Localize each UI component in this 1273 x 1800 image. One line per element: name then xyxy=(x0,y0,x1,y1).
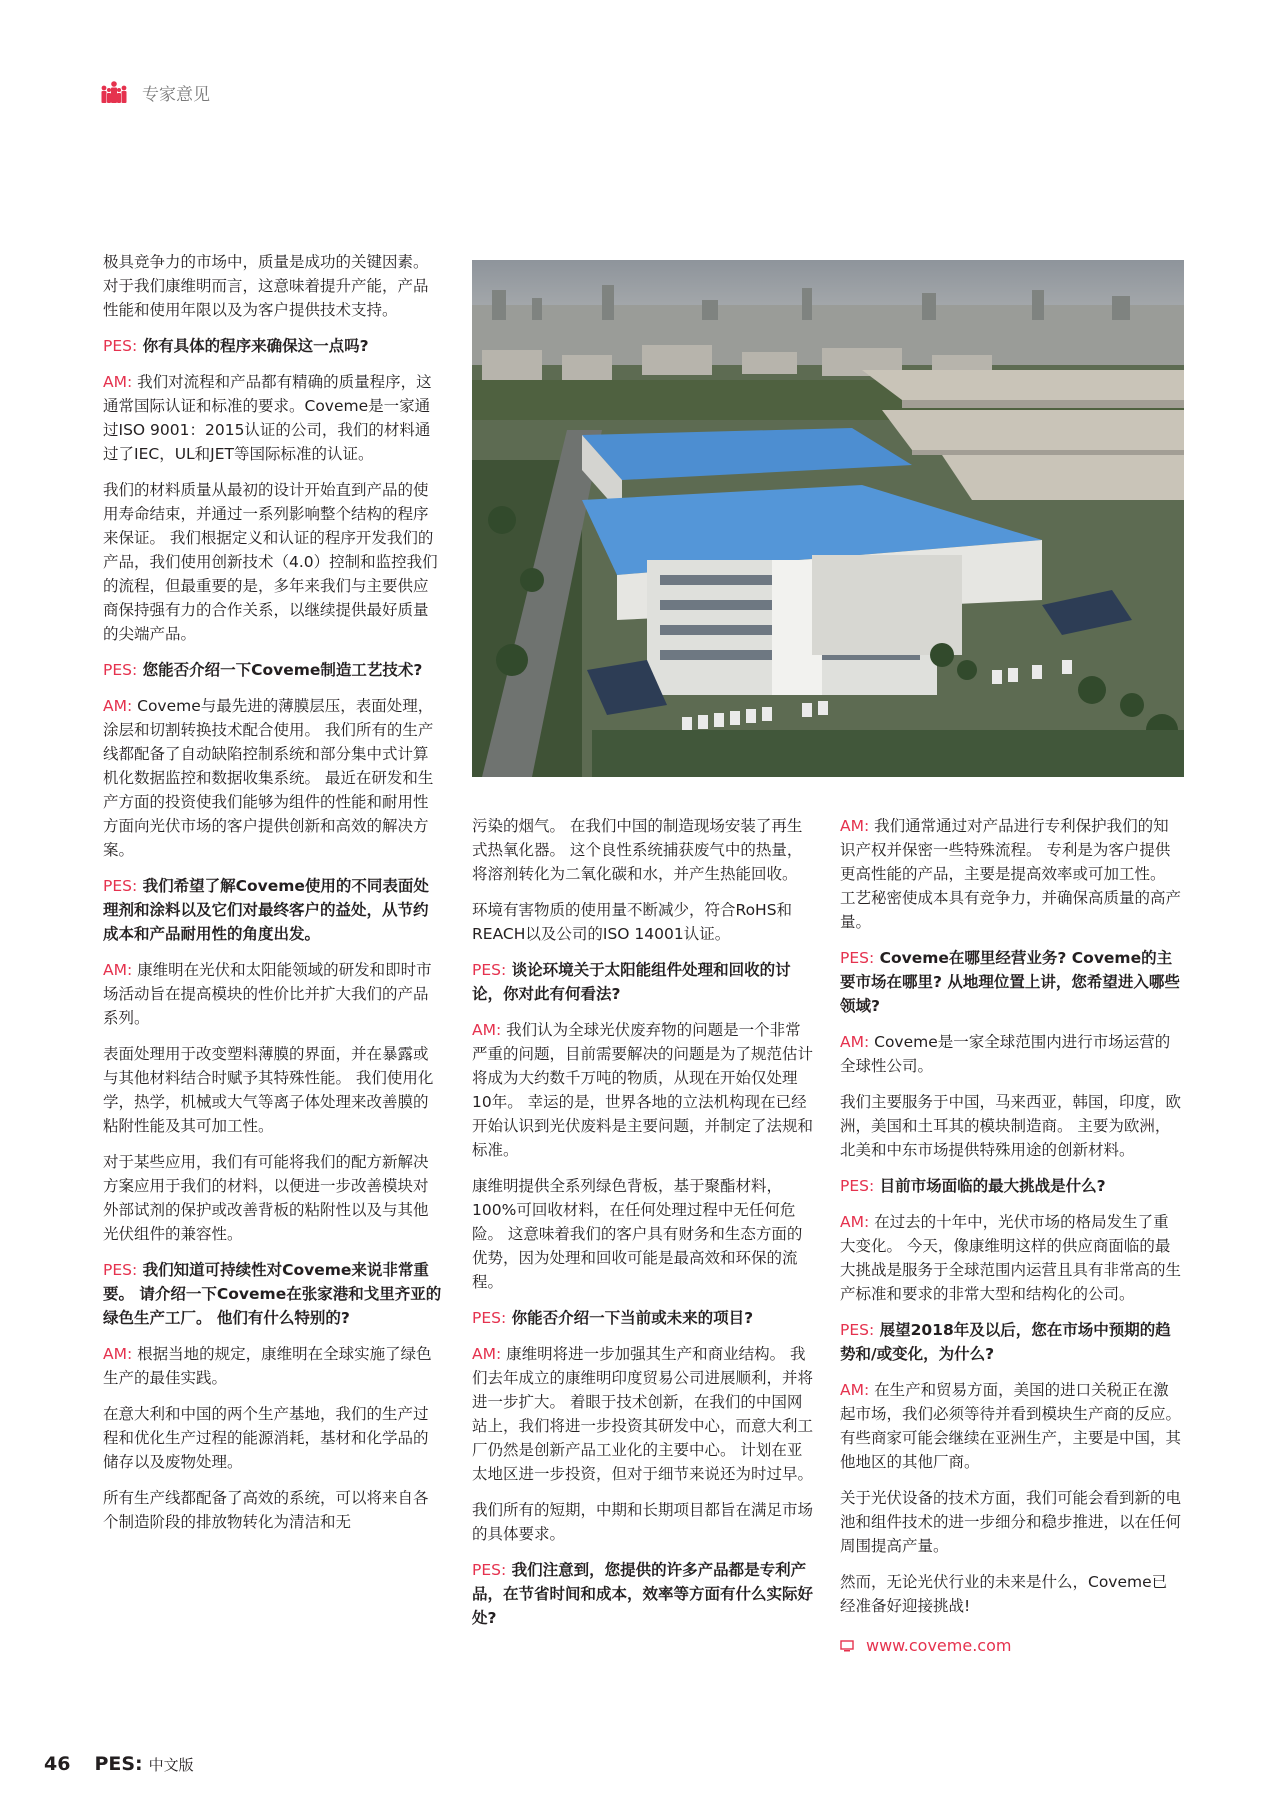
question-tag: PES: xyxy=(103,1261,138,1279)
question-text: 目前市场面临的最大挑战是什么? xyxy=(874,1177,1106,1195)
answer-tag: AM: xyxy=(472,1345,502,1363)
paragraph: 我们所有的短期，中期和长期项目都旨在满足市场的具体要求。 xyxy=(472,1501,814,1543)
answer-tag: AM: xyxy=(103,373,133,391)
magazine-name: PES: xyxy=(94,1753,143,1775)
paragraph: 康维明提供全系列绿色背板，基于聚酯材料，100%可回收材料，在任何处理过程中无任何危险。 这意味着我们的客户具有财务和生态方面的优势，因为处理和回收可能是最高效和环保的流程。 xyxy=(472,1177,803,1291)
question xyxy=(840,1174,1182,1198)
website-url[interactable]: www.coveme.com xyxy=(866,1636,1012,1655)
article-column-3 xyxy=(840,814,1182,1658)
screen-icon xyxy=(840,1640,854,1652)
question xyxy=(840,1318,1182,1366)
answer-tag: AM: xyxy=(103,697,133,715)
paragraph: 关于光伏设备的技术方面，我们可能会看到新的电池和组件技术的进一步细分和稳步推进，以在任何周围提高产量。 xyxy=(840,1489,1182,1555)
question xyxy=(840,946,1182,1018)
paragraph: 环境有害物质的使用量不断减少，符合RoHS和REACH以及公司的ISO 14001认证。 xyxy=(472,901,793,943)
paragraph: 然而，无论光伏行业的未来是什么，Coveme已经准备好迎接挑战! xyxy=(840,1573,1168,1615)
answer-tag: AM: xyxy=(103,961,133,979)
answer-text: 根据当地的规定，康维明在全球实施了绿色生产的最佳实践。 xyxy=(103,1345,432,1387)
answer-text: Coveme与最先进的薄膜层压，表面处理，涂层和切割转换技术配合使用。 我们所有的生产线都配备了自动缺陷控制系统和部分集中式计算机化数据监控和数据收集系统。 最近在研发和生产方面的投资使我们能够为组件的性能和耐用性方面向光伏市场的客户提供创新和高效的解决方案。 xyxy=(103,697,434,859)
paragraph: 我们的材料质量从最初的设计开始直到产品的使用寿命结束，并通过一系列影响整个结构的程序来保证。 我们根据定义和认证的程序开发我们的产品，我们使用创新技术（4.0）控制和监控我们的流程，但最重要的是，多年来我们与主要供应商保持强有力的合作关系，以继续提供最好质量的尖端产品。 xyxy=(103,481,438,643)
page-number: 46 xyxy=(44,1753,71,1775)
answer-text: 我们认为全球光伏废弃物的问题是一个非常严重的问题，目前需要解决的问题是为了规范估计将成为大约数千万吨的物质，从现在开始仅处理10年。 幸运的是，世界各地的立法机构现在已经开始认识到光伏废料是主要问题，并制定了法规和标准。 xyxy=(472,1021,814,1159)
page-header xyxy=(100,80,210,104)
answer xyxy=(840,1210,1182,1306)
question xyxy=(472,1306,814,1330)
question-text: Coveme在哪里经营业务? Coveme的主要市场在哪里? 从地理位置上讲，您希望进入哪些领域? xyxy=(840,949,1180,1015)
answer xyxy=(840,814,1182,934)
article-column-2 xyxy=(472,814,814,1642)
question-tag: PES: xyxy=(103,661,138,679)
question-text: 谈论环境关于太阳能组件处理和回收的讨论，你对此有何看法? xyxy=(472,961,791,1003)
answer-text: 我们对流程和产品都有精确的质量程序，这通常国际认证和标准的要求。Coveme是一家通过ISO 9001：2015认证的公司，我们的材料通过了IEC，UL和JET等国际标准的认证。 xyxy=(103,373,432,463)
factory-aerial-photo xyxy=(472,260,1184,777)
question xyxy=(103,334,443,358)
article-column-1 xyxy=(103,250,443,1546)
question-tag: PES: xyxy=(840,1177,875,1195)
answer-tag: AM: xyxy=(472,1021,502,1039)
answer-tag: AM: xyxy=(103,1345,133,1363)
answer-tag: AM: xyxy=(840,1213,870,1231)
question-tag: PES: xyxy=(472,1561,507,1579)
answer xyxy=(103,1342,443,1390)
question-tag: PES: xyxy=(103,877,138,895)
edition-label: 中文版 xyxy=(148,1755,194,1774)
question xyxy=(103,874,443,946)
question xyxy=(103,1258,443,1330)
paragraph: 表面处理用于改变塑料薄膜的界面，并在暴露或与其他材料结合时赋予其特殊性能。 我们使用化学，热学，机械或大气等离子体处理来改善膜的粘附性能及其可加工性。 xyxy=(103,1045,434,1135)
paragraph: 极具竞争力的市场中，质量是成功的关键因素。 对于我们康维明而言，这意味着提升产能，产品性能和使用年限以及为客户提供技术支持。 xyxy=(103,253,429,319)
answer-text: 康维明在光伏和太阳能领域的研发和即时市场活动旨在提高模块的性价比并扩大我们的产品系列。 xyxy=(103,961,432,1027)
people-icon xyxy=(100,81,128,103)
paragraph: 所有生产线都配备了高效的系统，可以将来自各个制造阶段的排放物转化为清洁和无 xyxy=(103,1489,429,1531)
question-text: 我们希望了解Coveme使用的不同表面处理剂和涂料以及它们对最终客户的益处，从节约成本和产品耐用性的角度出发。 xyxy=(103,877,429,943)
answer-text: 在生产和贸易方面，美国的进口关税正在激起市场，我们必须等待并看到模块生产商的反应。 有些商家可能会继续在亚洲生产，主要是中国，其他地区的其他厂商。 xyxy=(840,1381,1182,1471)
question-text: 你能否介绍一下当前或未来的项目? xyxy=(506,1309,754,1327)
question-text: 我们知道可持续性对Coveme来说非常重要。 请介绍一下Coveme在张家港和戈里齐亚的绿色生产工厂。 他们有什么特别的? xyxy=(103,1261,442,1327)
question-tag: PES: xyxy=(103,337,138,355)
answer xyxy=(472,1342,814,1486)
question-tag: PES: xyxy=(472,1309,507,1327)
answer-text: 我们通常通过对产品进行专利保护我们的知识产权并保密一些特殊流程。 专利是为客户提供更高性能的产品，主要是提高效率或可加工性。 工艺秘密使成本具有竞争力，并确保高质量的高产量。 xyxy=(840,817,1182,931)
question xyxy=(472,1558,814,1630)
page-footer xyxy=(44,1752,194,1776)
answer xyxy=(103,370,443,466)
answer xyxy=(472,1018,814,1162)
answer xyxy=(840,1030,1182,1078)
question-text: 我们注意到，您提供的许多产品都是专利产品，在节省时间和成本，效率等方面有什么实际好处? xyxy=(472,1561,814,1627)
answer-tag: AM: xyxy=(840,817,870,835)
answer xyxy=(840,1378,1182,1474)
question-text: 您能否介绍一下Coveme制造工艺技术? xyxy=(137,661,423,679)
answer-text: 在过去的十年中，光伏市场的格局发生了重大变化。 今天，像康维明这样的供应商面临的最大挑战是服务于全球范围内运营且具有非常高的生产标准和要求的非常大型和结构化的公司。 xyxy=(840,1213,1182,1303)
answer-tag: AM: xyxy=(840,1381,870,1399)
question xyxy=(472,958,814,1006)
question xyxy=(103,658,443,682)
answer xyxy=(103,958,443,1030)
answer-tag: AM: xyxy=(840,1033,870,1051)
question-text: 你有具体的程序来确保这一点吗? xyxy=(137,337,369,355)
answer-text: 康维明将进一步加强其生产和商业结构。 我们去年成立的康维明印度贸易公司进展顺利，并将进一步扩大。 着眼于技术创新，在我们的中国网站上，我们将进一步投资其研发中心，而意大利工厂仍然是创新产品工业化的主要中心。 计划在亚太地区进一步投资，但对于细节来说还为时过早。 xyxy=(472,1345,814,1483)
website-link[interactable] xyxy=(840,1634,1182,1658)
section-title: 专家意见 xyxy=(142,84,210,105)
paragraph: 污染的烟气。 在我们中国的制造现场安装了再生式热氧化器。 这个良性系统捕获废气中的热量，将溶剂转化为二氧化碳和水，并产生热能回收。 xyxy=(472,817,803,883)
question-tag: PES: xyxy=(840,1321,875,1339)
question-tag: PES: xyxy=(472,961,507,979)
paragraph: 对于某些应用，我们有可能将我们的配方新解决方案应用于我们的材料，以便进一步改善模块对外部试剂的保护或改善背板的粘附性以及与其他光伏组件的兼容性。 xyxy=(103,1153,429,1243)
paragraph: 在意大利和中国的两个生产基地，我们的生产过程和优化生产过程的能源消耗，基材和化学品的储存以及废物处理。 xyxy=(103,1405,429,1471)
answer-text: Coveme是一家全球范围内进行市场运营的全球性公司。 xyxy=(840,1033,1171,1075)
answer xyxy=(103,694,443,862)
question-tag: PES: xyxy=(840,949,875,967)
paragraph: 我们主要服务于中国，马来西亚，韩国，印度，欧洲，美国和土耳其的模块制造商。 主要为欧洲，北美和中东市场提供特殊用途的创新材料。 xyxy=(840,1093,1182,1159)
question-text: 展望2018年及以后，您在市场中预期的趋势和/或变化，为什么? xyxy=(840,1321,1171,1363)
